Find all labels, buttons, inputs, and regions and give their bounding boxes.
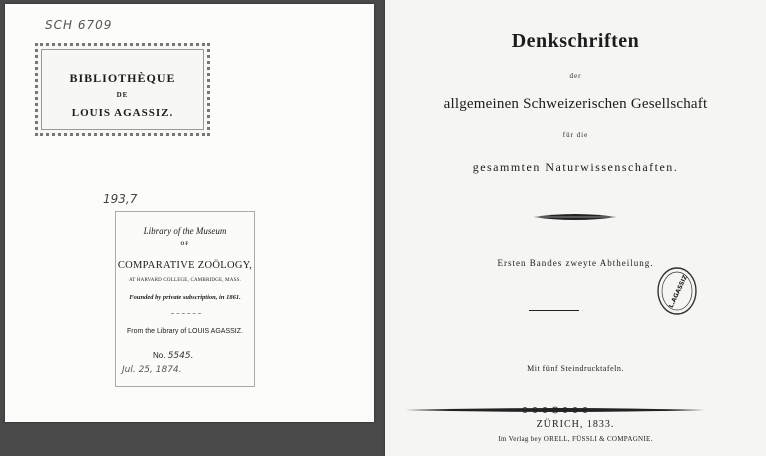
museum-label-comparative-zoology: COMPARATIVE ZOÖLOGY, (117, 260, 253, 271)
bookplate-title: BIBLIOTHÈQUE (69, 71, 176, 85)
place-date: ZÜRICH, 1833. (536, 419, 615, 430)
museum-label (115, 211, 255, 387)
right-page (385, 0, 766, 456)
museum-label-founded: Founded by private subscription, in 1861. (129, 294, 241, 301)
museum-label-harvard: AT HARVARD COLLEGE, CAMBRIDGE, MASS. (128, 278, 242, 283)
publisher: Im Verlag bey ORELL, FÜSSLI & COMPAGNIE. (498, 435, 653, 443)
ornament-rule-icon (405, 405, 705, 415)
bookplate (35, 43, 210, 136)
pencil-number: 193,7 (103, 192, 138, 206)
museum-label-divider (171, 313, 201, 314)
gesellschaft: allgemeinen Schweizerischen Gesellschaft (443, 96, 708, 112)
steindrucktafeln: Mit fünf Steindrucktafeln. (527, 364, 624, 373)
museum-label-of: OF (180, 242, 190, 247)
short-rule (529, 310, 579, 311)
museum-label-no-value: 5545. (167, 351, 194, 361)
der: der (569, 72, 582, 80)
museum-label-from: From the Library of LOUIS AGASSIZ. (127, 328, 243, 335)
agassiz-stamp-icon (655, 266, 699, 316)
museum-label-handwritten-date: Jul. 25, 1874. (122, 365, 182, 375)
museum-label-library: Library of the Museum (143, 226, 227, 236)
museum-label-no-label: No. (153, 351, 166, 360)
museum-label-number (153, 351, 193, 361)
fur-die: für die (562, 131, 589, 139)
title: Denkschriften (511, 30, 640, 52)
ornament-divider-icon (533, 212, 617, 222)
shelfmark: SCH 6709 (45, 18, 113, 32)
bookplate-de: DE (116, 91, 129, 99)
bookplate-name: LOUIS AGASSIZ. (71, 107, 174, 119)
band-abtheilung: Ersten Bandes zweyte Abtheilung. (497, 258, 654, 268)
stamp-text: L.AGASSIZ (667, 274, 689, 310)
left-page (5, 4, 374, 422)
naturwissenschaften: gesammten Naturwissenschaften. (472, 160, 679, 174)
